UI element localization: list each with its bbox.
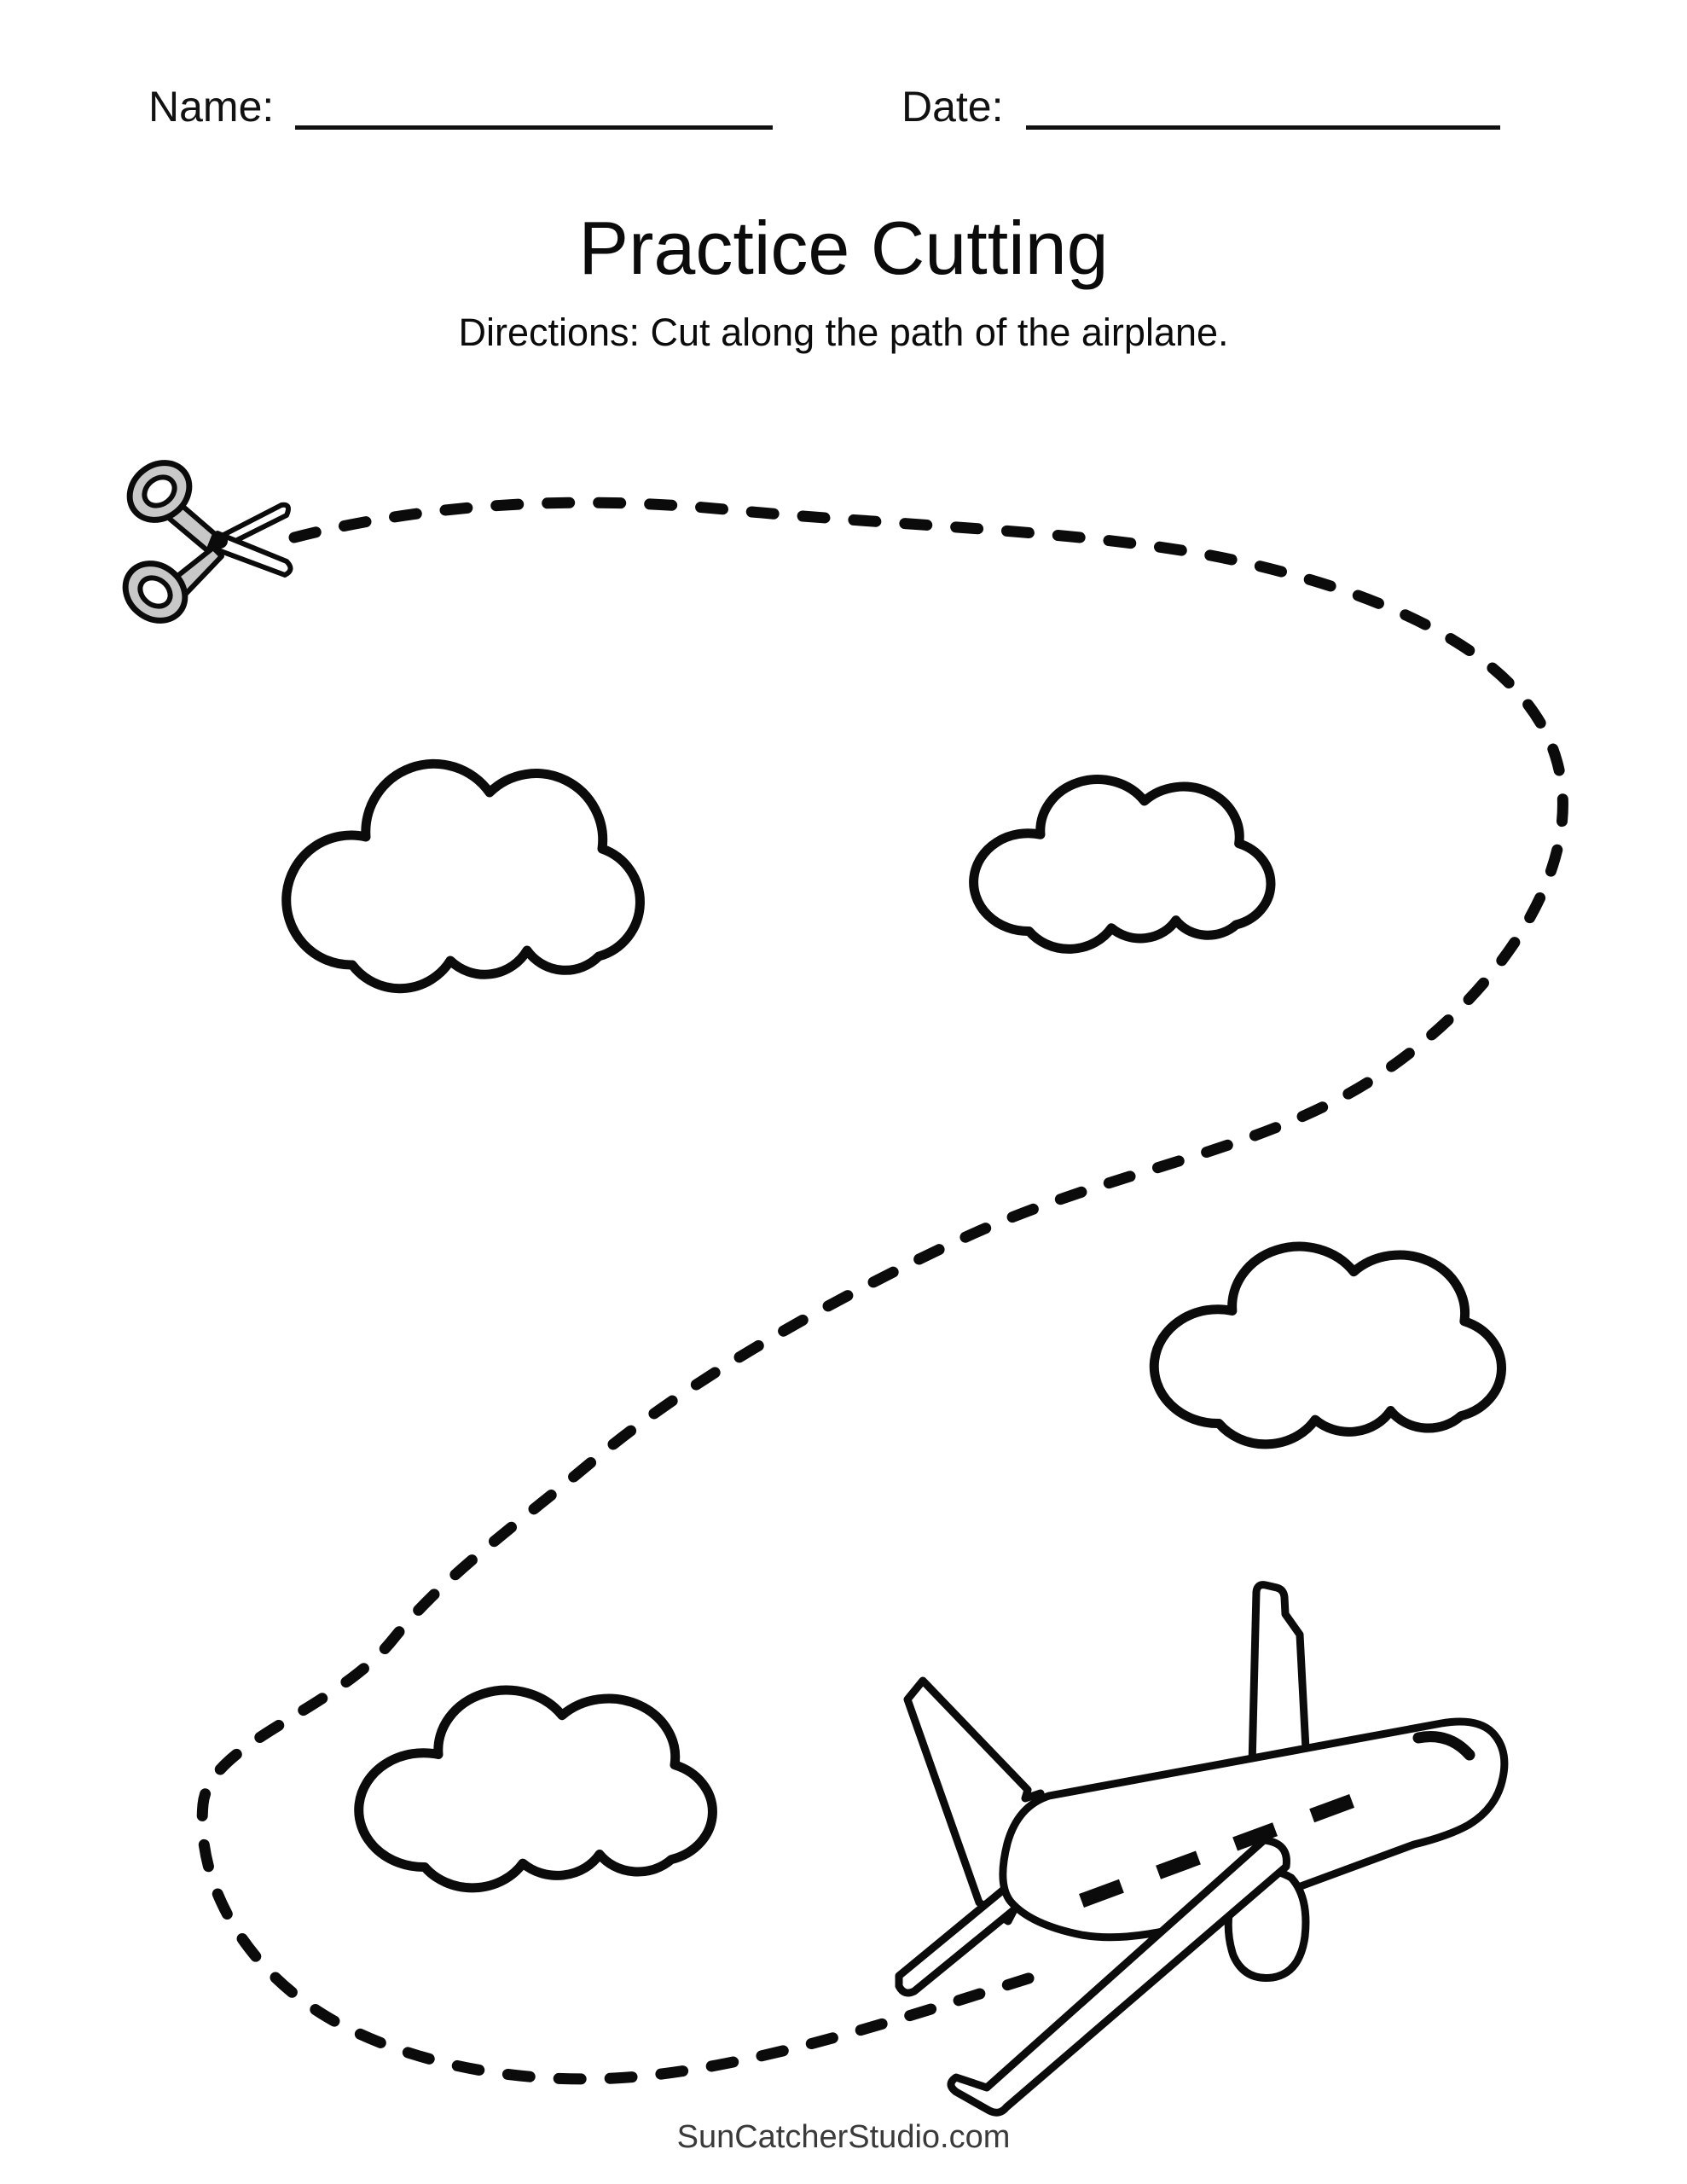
cloud-icon-top-right [974,780,1271,950]
cloud-icon-top-left [287,764,641,988]
directions-text: Directions: Cut along the path of the airplane. [458,311,1229,354]
scissors-icon [114,451,291,632]
date-label: Date: [901,83,1004,131]
page-title: Practice Cutting [578,206,1109,290]
cloud-icon-middle-right [1154,1246,1501,1444]
footer-credit: SunCatcherStudio.com [676,2119,1011,2155]
name-label: Name: [148,83,275,131]
airplane-icon [899,1585,1504,2113]
cloud-icon-bottom-left [359,1690,713,1888]
